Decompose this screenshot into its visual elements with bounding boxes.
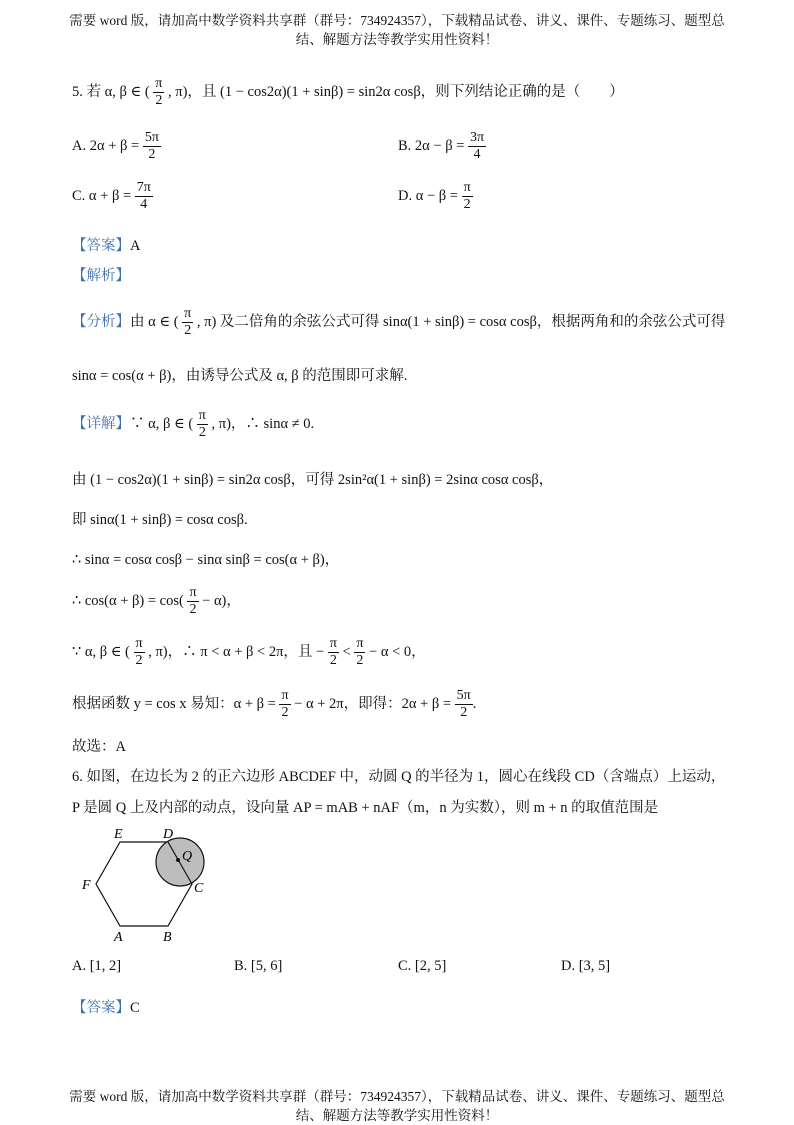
footer-line-2: 结、解题方法等教学实用性资料！ — [295, 1108, 499, 1123]
q5-fenxi: 【分析】由 α ∈ ( $\frac{\pi}{2}$ , π) 及二倍角的余弦公式可得 sinα(1 + sinβ) = cosα cosβ，根据两角和的余弦公式可得 — [72, 306, 726, 338]
label-c: C — [194, 881, 204, 896]
q5-option-a: A. 2α + β = $\frac{5\pi}{2}$ — [72, 130, 159, 162]
q5-option-b: B. 2α − β = $\frac{3\pi}{4}$ — [398, 130, 485, 162]
header-line-1: 需要 word 版，请加高中数学资料共享群（群号：734924357），下载精品试卷、讲义、课件、专题练习、题型总 — [69, 13, 725, 28]
page-header — [0, 11, 794, 49]
q6-stem-1: 6. 如图，在边长为 2 的正六边形 ABCDEF 中，动圆 Q 的半径为 1，圆心在线段 CD（含端点）上运动， — [72, 769, 726, 785]
q6-option-b: B. [5, 6] — [234, 958, 283, 974]
q6-option-a: A. [1, 2] — [72, 958, 122, 974]
q5-option-d: D. α − β = $\frac{\pi}{2}$ — [398, 180, 471, 212]
footer-line-1: 需要 word 版，请加高中数学资料共享群（群号：734924357），下载精品试卷、讲义、课件、专题练习、题型总 — [69, 1089, 725, 1104]
q5-answer: 【答案】A — [72, 238, 141, 254]
page-footer — [0, 1087, 794, 1125]
q5-stem: 5. 若 α, β ∈ ( $\frac{\pi}{2}$ , π)，且 (1 − cos2α)(1 + sinβ) = sin2α cosβ，则下列结论正确的是（ ） — [72, 76, 624, 108]
q6-answer: 【答案】C — [72, 1000, 140, 1016]
label-a: A — [114, 930, 123, 945]
q5-option-c: C. α + β = $\frac{7\pi}{4}$ — [72, 180, 151, 212]
header-line-2: 结、解题方法等教学实用性资料！ — [295, 32, 499, 47]
q5-fenxi-cont: sinα = cos(α + β)，由诱导公式及 α, β 的范围即可求解. — [72, 368, 408, 384]
q6-option-c: C. [2, 5] — [398, 958, 447, 974]
q5-xiangjie-3: 即 sinα(1 + sinβ) = cosα cosβ. — [72, 512, 248, 528]
hexagon-figure — [70, 822, 220, 947]
q5-xiangjie-2: 由 (1 − cos2α)(1 + sinβ) = sin2α cosβ，可得 2sin²α(1 + sinβ) = 2sinα cosα cosβ， — [72, 472, 554, 488]
center-q-dot — [176, 858, 180, 862]
q6-option-d: D. [3, 5] — [561, 958, 611, 974]
q5-analysis-label: 【解析】 — [72, 268, 130, 284]
label-e: E — [114, 827, 123, 842]
label-q: Q — [182, 849, 193, 864]
q5-xiangjie-6: ∵ α, β ∈ ( $\frac{\pi}{2}$ , π)，∴ π < α + β < 2π，且 − $\frac{\pi}{2}$ < $\frac{\pi}{2}$ − α < 0， — [72, 636, 426, 668]
q5-xiangjie-4: ∴ sinα = cosα cosβ − sinα sinβ = cos(α + β)， — [72, 552, 340, 568]
q6-stem-2: P 是圆 Q 上及内部的动点，设向量 AP = mAB + nAF（m，n 为实数），则 m + n 的取值范围是 — [72, 800, 659, 816]
frac-pi-over-2: $\frac{\pi}{2}$ — [155, 76, 163, 108]
label-b: B — [163, 930, 172, 945]
label-f: F — [82, 878, 91, 893]
label-d: D — [163, 827, 174, 842]
q5-xiangjie-1: 【详解】∵ α, β ∈ ( $\frac{\pi}{2}$ , π)，∴ sinα ≠ 0. — [72, 408, 315, 440]
q5-choose: 故选：A — [72, 739, 126, 755]
q5-xiangjie-5: ∴ cos(α + β) = cos( $\frac{\pi}{2}$ − α)， — [72, 585, 241, 617]
q5-xiangjie-7: 根据函数 y = cos x 易知：α + β = $\frac{\pi}{2}$ − α + 2π，即得：2α + β = $\frac{5\pi}{2}$ . — [72, 688, 477, 720]
